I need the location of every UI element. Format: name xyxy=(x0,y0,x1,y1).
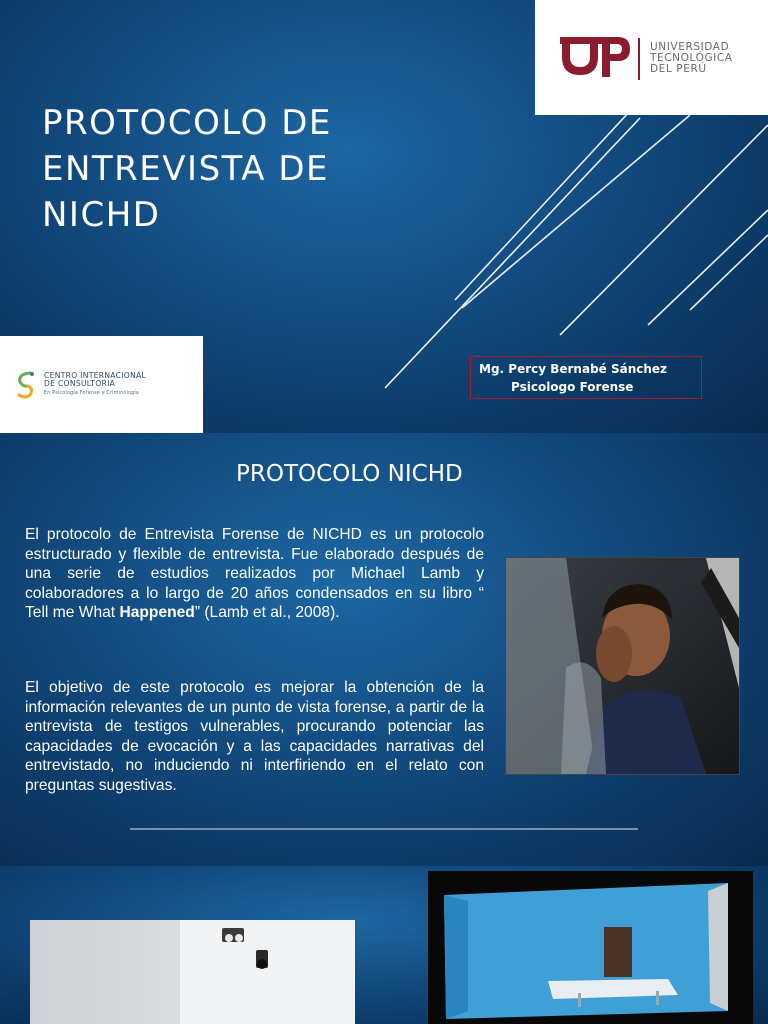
utp-logo-mark-icon xyxy=(560,35,632,81)
cic-leaf-mark-icon xyxy=(14,370,38,400)
book-title-emphasis: Happened xyxy=(119,604,195,621)
title-slide xyxy=(0,0,768,433)
title-line-2: ENTREVISTA DE xyxy=(42,149,330,189)
slide-divider-line xyxy=(130,828,638,830)
observation-window-photo-icon xyxy=(428,871,753,1024)
cic-logo-line-2: DE CONSULTORIA xyxy=(44,379,116,388)
slide-title: PROTOCOLO NICHD xyxy=(236,461,463,487)
utp-logo-line-3: DEL PERÚ xyxy=(650,63,707,75)
cic-logo-subtitle: En Psicología Forense y Criminología xyxy=(44,391,140,396)
cic-logo-line-1: CENTRO INTERNACIONAL xyxy=(44,371,147,380)
title-line-1: PROTOCOLO DE xyxy=(42,103,332,143)
paragraph1-text-end: ” (Lamb et al., 2008). xyxy=(194,604,340,621)
paragraph1-text: El protocolo de Entrevista Forense de NICHD es un protocolo estructurado y flexible de entrevista. Fue elaborado después de una serie de estudios realizados por Michael Lamb y colaboradores a lo largo de 20 años condensados en su libro “ Tell me What xyxy=(25,526,484,621)
nichd-protocol-slide xyxy=(0,433,768,866)
interview-room-slide xyxy=(0,866,768,1024)
utp-logo-text xyxy=(650,42,733,75)
author-name: Mg. Percy Bernabé Sánchez xyxy=(479,362,668,376)
title-line-3: NICHD xyxy=(42,195,161,235)
interview-room-camera-photo-icon xyxy=(30,920,355,1024)
utp-logo-line-2: TECNOLÓGICA xyxy=(650,52,733,64)
author-box xyxy=(470,356,702,399)
utp-logo-divider xyxy=(638,38,640,80)
protocol-description-paragraph xyxy=(25,525,484,623)
author-role: Psicologo Forense xyxy=(511,380,634,394)
utp-logo xyxy=(535,0,768,115)
cic-logo xyxy=(0,336,203,433)
cic-logo-text xyxy=(44,372,146,398)
presentation-title xyxy=(42,100,462,238)
utp-logo-line-1: UNIVERSIDAD xyxy=(650,41,730,53)
crying-child-photo-icon xyxy=(505,557,740,775)
protocol-objective-paragraph: El objetivo de este protocolo es mejorar la obtención de la información relevantes de un punto de vista forense, a partir de la entrevista de testigos vulnerables, procurando potenciar las capacidades de evocación y a las capacidades narrativas del entrevistado, no induciendo ni interfiriendo en el relato con preguntas sugestivas. xyxy=(25,679,484,794)
